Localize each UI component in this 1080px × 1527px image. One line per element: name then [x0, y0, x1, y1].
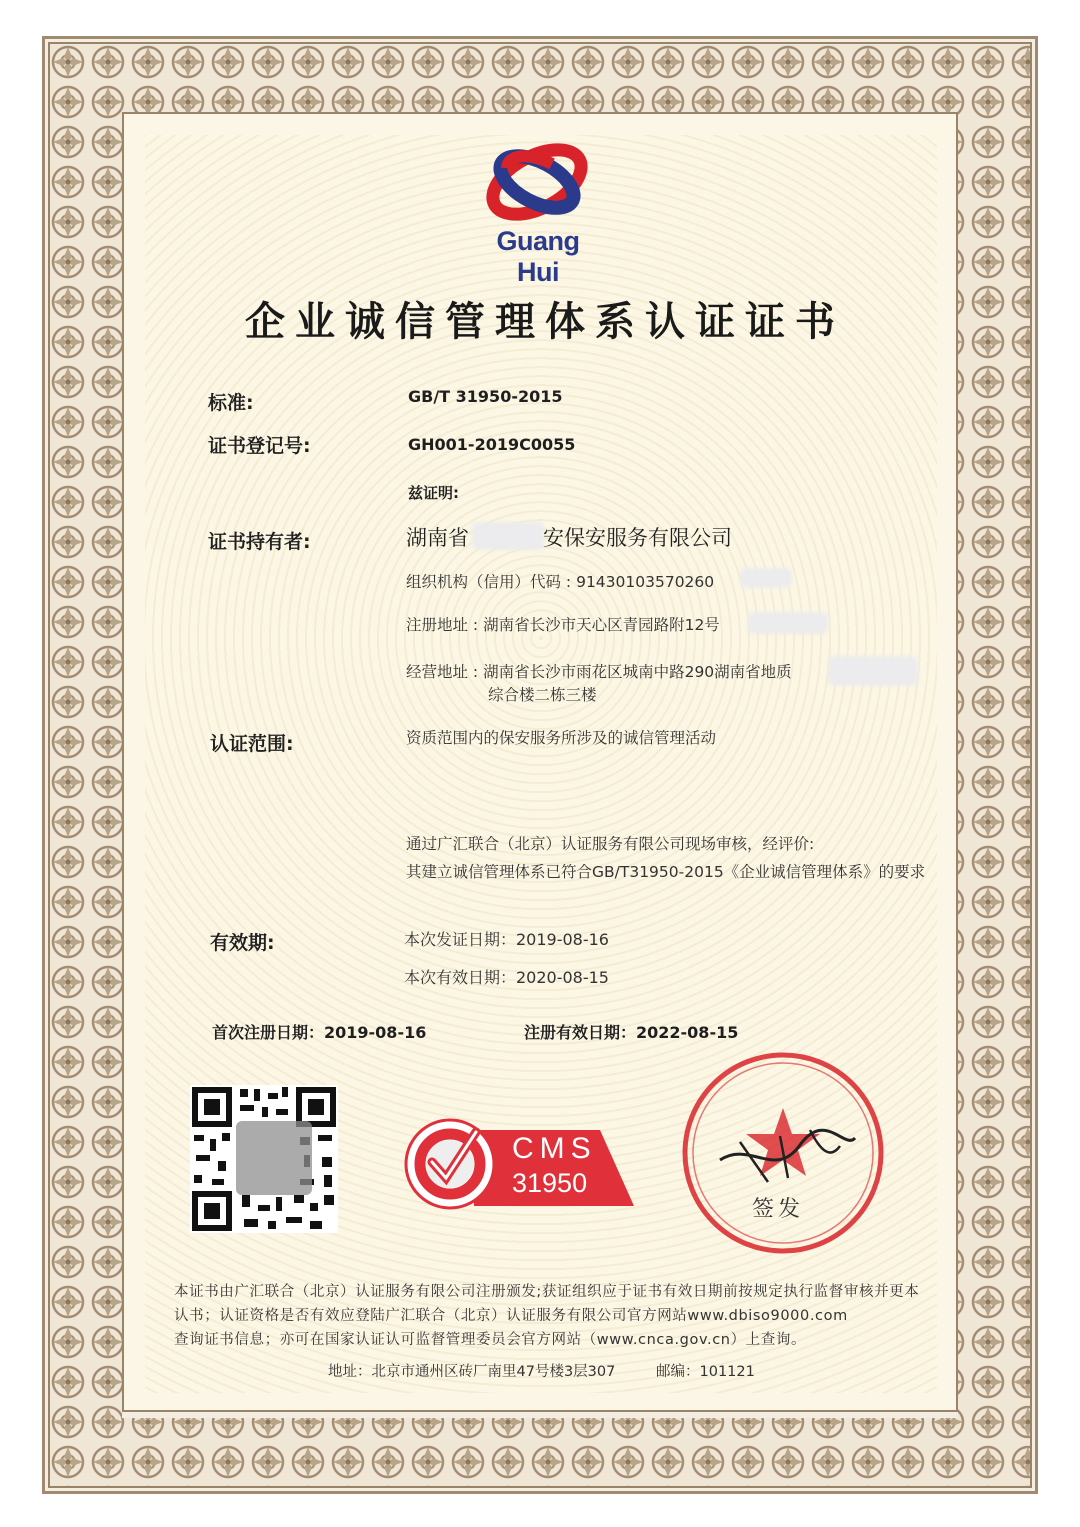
scope-value: 资质范围内的保安服务所涉及的诚信管理活动	[406, 729, 717, 747]
holder-name-suffix: 安保安服务有限公司	[543, 526, 732, 550]
redacted-region	[740, 568, 792, 588]
standard-value: GB/T 31950-2015	[408, 387, 563, 406]
declaration-text: 兹证明:	[408, 484, 459, 502]
org-code-text: 组织机构（信用）代码 : 91430103570260	[406, 573, 715, 591]
certificate-title: 企业诚信管理体系认证证书	[245, 299, 845, 345]
redacted-region	[748, 612, 828, 634]
seal-issue-label: 签发	[752, 1197, 805, 1222]
validity-label: 有效期:	[210, 932, 275, 954]
footer-line1: 本证书由广汇联合（北京）认证服务有限公司注册颁发;获证组织应于证书有效日期前按规定执行监督审核并更本	[174, 1284, 920, 1300]
logo-wordmark: Guang Hui	[496, 226, 580, 287]
registered-address-text: 注册地址 : 湖南省长沙市天心区青园路附12号	[406, 616, 720, 634]
valid-until-date: 本次有效日期：2020-08-15	[404, 968, 609, 987]
guang-hui-logo-icon	[482, 138, 592, 228]
official-seal-icon	[680, 1050, 886, 1256]
registration-valid-date: 注册有效日期：2022-08-15	[524, 1023, 739, 1042]
statement-line1: 通过广汇联合（北京）认证服务有限公司现场审核，经评价:	[406, 835, 815, 853]
redacted-region	[472, 522, 544, 550]
cms-number: 31950	[512, 1168, 588, 1198]
business-address-line1: 经营地址 : 湖南省长沙市雨花区城南中路290湖南省地质	[406, 663, 792, 681]
holder-name-prefix: 湖南省	[406, 526, 469, 550]
holder-label: 证书持有者:	[208, 531, 311, 553]
cms-label: CMS	[512, 1132, 597, 1165]
cert-number-label: 证书登记号:	[208, 435, 311, 457]
footer-line3: 查询证书信息；亦可在国家认证认可监督管理委员会官方网站（www.cnca.gov.cn）上查询。	[174, 1332, 807, 1348]
issue-date: 本次发证日期：2019-08-16	[404, 930, 609, 949]
cert-number-value: GH001-2019C0055	[408, 435, 576, 454]
scope-label: 认证范围:	[210, 733, 294, 755]
redacted-region	[828, 656, 918, 686]
first-registration-date: 首次注册日期：2019-08-16	[212, 1023, 427, 1042]
statement-line2: 其建立诚信管理体系已符合GB/T31950-2015《企业诚信管理体系》的要求	[406, 863, 926, 881]
footer-line2: 认书；认证资格是否有效应登陆广汇联合（北京）认证服务有限公司官方网站www.dbiso9000.com	[174, 1308, 848, 1324]
standard-label: 标准:	[208, 392, 254, 414]
business-address-line2: 综合楼二栋三楼	[488, 686, 597, 704]
issuer-postcode: 邮编：101121	[656, 1364, 755, 1380]
qr-code-icon	[190, 1085, 338, 1233]
issuer-address: 地址：北京市通州区砖厂南里47号楼3层307	[328, 1364, 616, 1380]
